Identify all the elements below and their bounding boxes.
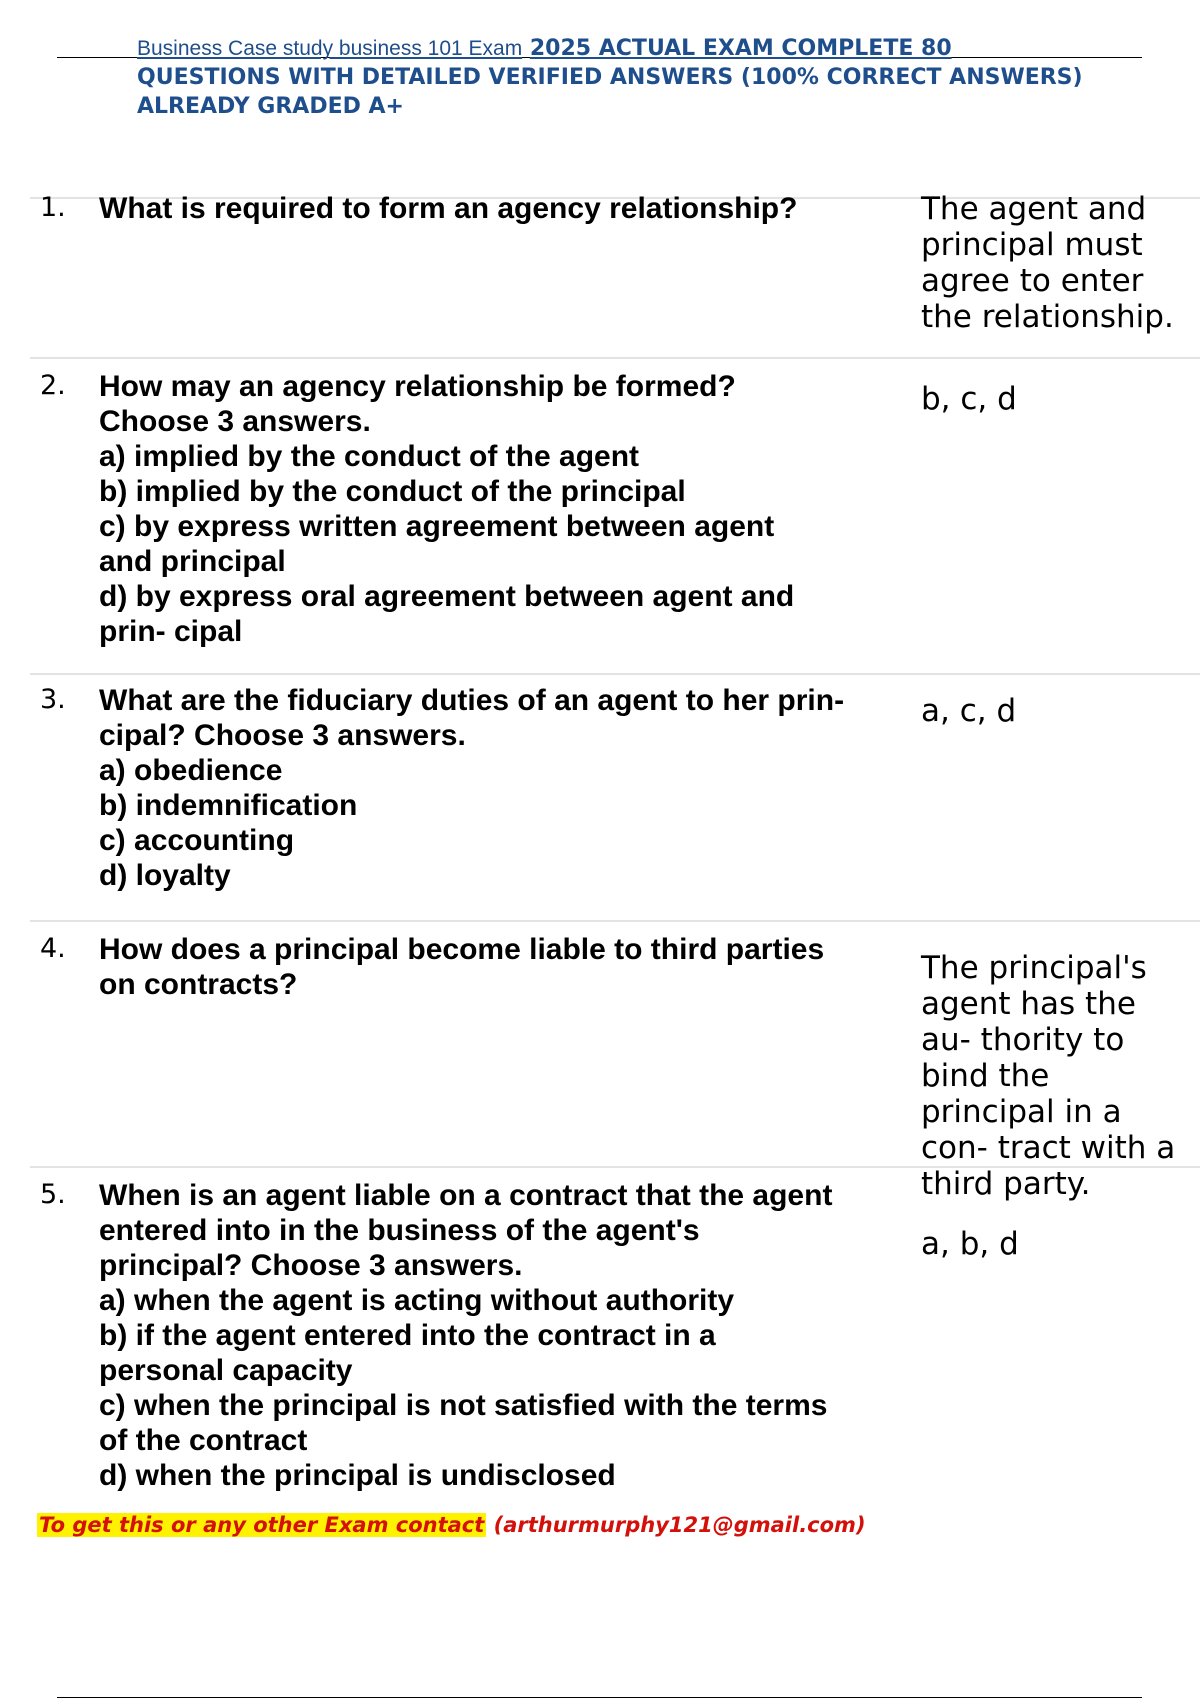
answer-line: con- tract with a (921, 1130, 1176, 1166)
page-bottom-rule (57, 1697, 1142, 1698)
header-line-2: QUESTIONS WITH DETAILED VERIFIED ANSWERS (100% CORRECT ANSWERS) (137, 65, 1083, 90)
question-line: b) indemnification (99, 789, 358, 822)
qa-row-3 (30, 673, 1200, 922)
question-line: d) loyalty (99, 859, 231, 892)
header-line-3: ALREADY GRADED A+ (137, 94, 404, 119)
question-line: How may an agency relationship be formed? (99, 370, 736, 403)
question-text (99, 683, 919, 893)
question-number: 3. (40, 684, 66, 715)
question-text (99, 191, 919, 226)
answer-text (921, 693, 1200, 729)
qa-row-5 (30, 1166, 1200, 1520)
question-line: c) by express written agreement between agent (99, 510, 775, 543)
footer-highlight-text: To get this or any other Exam contact (39, 1513, 485, 1537)
header-lead: Business Case study business 101 Exam (137, 37, 523, 60)
question-line: What is required to form an agency relationship? (99, 192, 798, 225)
question-line: of the contract (99, 1424, 308, 1457)
question-line: b) if the agent entered into the contract in a (99, 1319, 716, 1352)
question-line: d) when the principal is undisclosed (99, 1459, 616, 1492)
answer-text (921, 191, 1200, 335)
header-line-1 (137, 34, 1177, 63)
answer-line: a, c, d (921, 693, 1017, 729)
question-line: on contracts? (99, 968, 298, 1001)
question-number: 5. (40, 1179, 66, 1210)
question-line: c) accounting (99, 824, 295, 857)
qa-row-1 (30, 191, 1200, 359)
question-number: 1. (40, 192, 66, 223)
question-line: a) implied by the conduct of the agent (99, 440, 640, 473)
question-line: How does a principal become liable to third parties (99, 933, 825, 966)
question-line: a) obedience (99, 754, 283, 787)
answer-line: third party. (921, 1166, 1091, 1202)
question-line: What are the fiduciary duties of an agent to her prin- (99, 684, 845, 717)
answer-line: The principal's (921, 950, 1147, 986)
answer-line: b, c, d (921, 381, 1017, 417)
footer-contact-email[interactable]: (arthurmurphy121@gmail.com) (493, 1513, 866, 1537)
question-number: 4. (40, 933, 66, 964)
question-line: c) when the principal is not satisfied with the terms (99, 1389, 828, 1422)
question-line: cipal? Choose 3 answers. (99, 719, 466, 752)
answer-text (921, 950, 1200, 1202)
question-line: b) implied by the conduct of the principal (99, 475, 686, 508)
contact-footer (37, 1512, 866, 1538)
answer-line: agree to enter (921, 263, 1144, 299)
answer-line: principal in a (921, 1094, 1122, 1130)
answer-line: a, b, d (921, 1226, 1019, 1262)
question-line: d) by express oral agreement between agent and (99, 580, 795, 613)
question-line: When is an agent liable on a contract that the agent (99, 1179, 833, 1212)
question-number: 2. (40, 370, 66, 401)
answer-line: principal must (921, 227, 1143, 263)
answer-line: au- thority to (921, 1022, 1125, 1058)
answer-line: bind the (921, 1058, 1050, 1094)
answer-line: The agent and (921, 191, 1147, 227)
question-line: and principal (99, 545, 286, 578)
question-line: Choose 3 answers. (99, 405, 371, 438)
answer-text (921, 1226, 1200, 1262)
question-line: a) when the agent is acting without authority (99, 1284, 735, 1317)
question-line: prin- cipal (99, 615, 243, 648)
answer-line: the relationship. (921, 299, 1174, 335)
question-line: entered into in the business of the agent's (99, 1214, 700, 1247)
question-line: principal? Choose 3 answers. (99, 1249, 523, 1282)
question-text (99, 369, 919, 649)
qa-row-2 (30, 357, 1200, 675)
question-line: personal capacity (99, 1354, 353, 1387)
question-text (99, 932, 919, 1002)
question-text (99, 1178, 919, 1493)
document-header (137, 34, 1177, 121)
header-lead-bold: 2025 ACTUAL EXAM COMPLETE 80 (529, 36, 952, 61)
answer-text (921, 381, 1200, 417)
answer-line: agent has the (921, 986, 1136, 1022)
